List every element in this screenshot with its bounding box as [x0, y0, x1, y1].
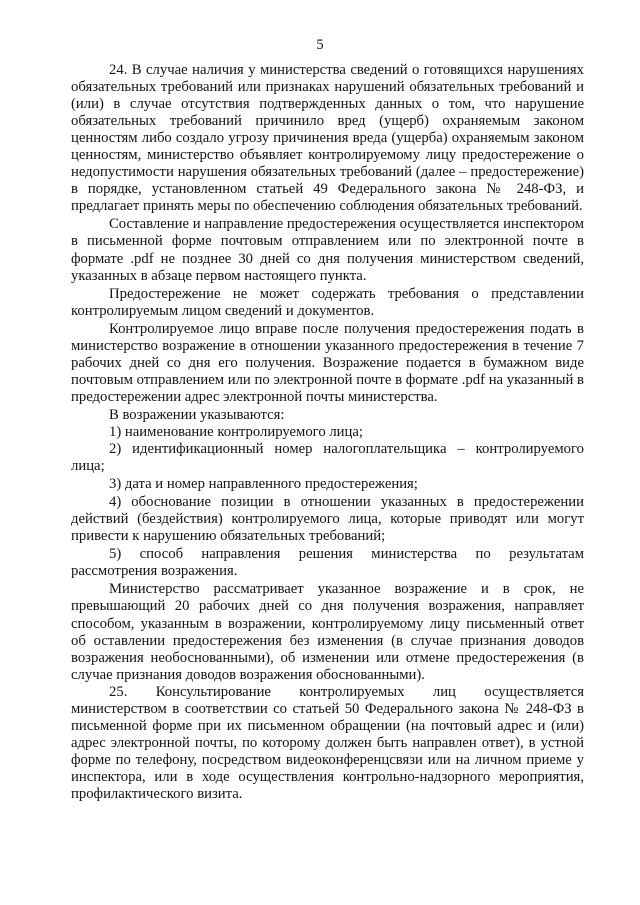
list-item-2: 2) идентификационный номер налогоплательщика – контролируемого лица;: [71, 441, 584, 475]
list-item-4: 4) обоснование позиции в отношении указанных в предостережении действий (бездействия) контролируемого лица, которые приводят или могут привести к нарушению обязательных требований;: [71, 494, 584, 545]
page-number: 5: [316, 37, 324, 53]
paragraph-warning-preparation: Составление и направление предостережения осуществляется инспектором в письменной форме почтовым отправлением или по электронной почте в формате .pdf не позднее 30 дней со дня получения министерством сведений, указанных в абзаце первом настоящего пункта.: [71, 216, 584, 284]
paragraph-clause-25: 25. Консультирование контролируемых лиц осуществляется министерством в соответствии со статьей 50 Федерального закона № 248-ФЗ в письменной форме при их письменном обращении (на почтовый адрес и (или) адрес электронной почты, по которому должен быть направлен ответ), в устной форме по телефону, посредством видеоконференцсвязи или на личном приеме у инспектора, или в ходе осуществления контрольно-надзорного мероприятия, профилактического визита.: [71, 683, 584, 802]
document-body: [71, 62, 584, 803]
list-item-5: 5) способ направления решения министерства по результатам рассмотрения возражения.: [71, 546, 584, 580]
paragraph-objection-right: Контролируемое лицо вправе после получения предостережения подать в министерство возражение в отношении указанного предостережения в течение 7 рабочих дней со дня его получения. Возражение подается в бумажном виде почтовым отправлением или по электронной почте в формате .pdf на указанный в предостережении адрес электронной почты министерства.: [71, 320, 584, 405]
paragraph-objection-contents: В возражении указываются:: [109, 406, 285, 423]
paragraph-warning-restrictions: Предостережение не может содержать требования о представлении контролируемым лицом сведений и документов.: [71, 285, 584, 319]
paragraph-clause-24: 24. В случае наличия у министерства сведений о готовящихся нарушениях обязательных требований или признаках нарушений обязательных требований и (или) в случае отсутствия подтвержденных данных о том, что нарушение обязательных требований причинило вред (ущерб) охраняемым законом ценностям либо создало угрозу причинения вреда (ущерба) охраняемым законом ценностям, министерство объявляет контролируемому лицу предостережение о недопустимости нарушения обязательных требований (далее – предостережение) в порядке, установленном статьей 49 Федерального закона № 248-ФЗ, и предлагает принять меры по обеспечению соблюдения обязательных требований.: [71, 62, 584, 215]
list-item-1: 1) наименование контролируемого лица;: [109, 423, 363, 440]
list-item-3: 3) дата и номер направленного предостережения;: [109, 476, 418, 493]
paragraph-objection-review: Министерство рассматривает указанное возражение и в срок, не превышающий 20 рабочих дней со дня получения возражения, направляет способом, указанным в возражении, контролируемому лицу письменный ответ об оставлении предостережения без изменения (в случае признания доводов возражения необоснованными), об изменении или отмене предостережения (в случае признания доводов возражения обоснованными).: [71, 581, 584, 683]
